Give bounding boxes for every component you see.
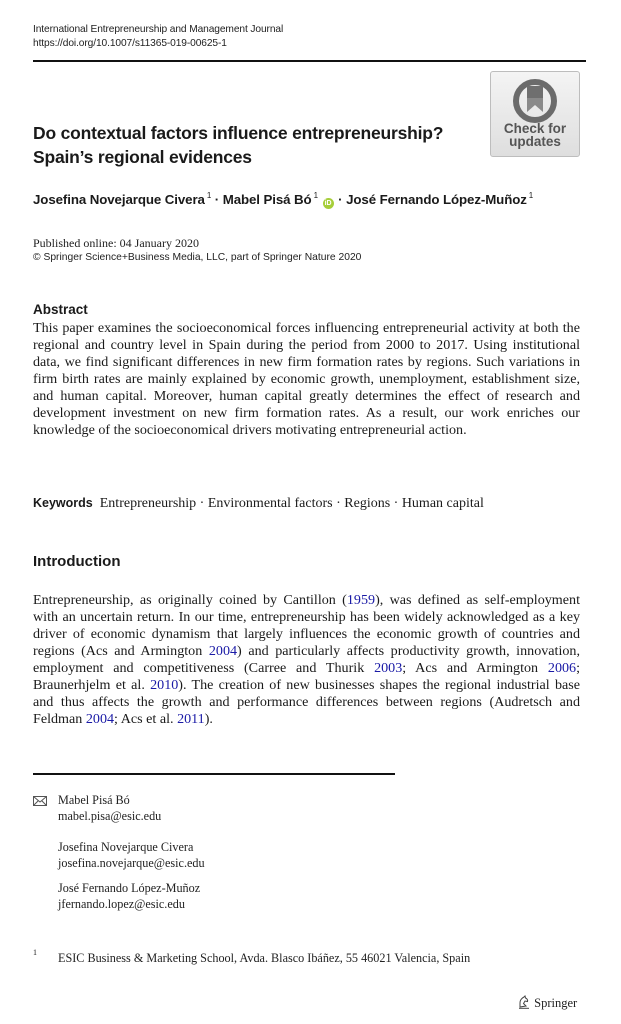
text-segment: ; Acs and Armington bbox=[402, 660, 548, 676]
affiliation-marker: 1 bbox=[313, 191, 318, 200]
citation-link[interactable]: 2006 bbox=[547, 660, 577, 676]
text-segment: ). The creation of new businesses shapes the regional industrial base and thus affects the growth and performance differences between regions (Audretsch and Feldman bbox=[33, 677, 580, 727]
publisher-name: Springer bbox=[534, 996, 578, 1010]
title-line-1: Do contextual factors influence entrepreneurship? bbox=[33, 123, 444, 143]
crossmark-icon bbox=[512, 78, 558, 124]
citation-link[interactable]: 2010 bbox=[150, 677, 179, 693]
keywords bbox=[33, 496, 484, 512]
author-name[interactable]: Josefina Novejarque Civera bbox=[33, 192, 205, 207]
check-for-updates-line2: updates bbox=[509, 134, 561, 149]
author-list bbox=[33, 191, 533, 209]
contact-email[interactable]: mabel.pisa@esic.edu bbox=[58, 808, 162, 823]
introduction-text bbox=[33, 592, 580, 728]
citation-link[interactable]: 2011 bbox=[177, 711, 205, 727]
header-divider bbox=[33, 60, 586, 62]
citation-link[interactable]: 2003 bbox=[374, 660, 403, 676]
abstract-text: This paper examines the socioeconomical forces influencing entrepreneurial activity at both the regional and country level in Spain during the period from 2000 to 2017. Using institutional data, we find significant differences in new firm formation rates by regions. Such variations in firm birth rates are mainly explained by economic growth, unemployment, establishment size, and human capital. Moreover, human capital greatly determines the effect of research and development investment on new firm formation rates. As a result, our work enriches our knowledge of the socioeconomical drivers motivating entrepreneurial action. bbox=[33, 320, 580, 438]
text-segment: ; Acs et al. bbox=[114, 711, 178, 727]
contact-name: Mabel Pisá Bó bbox=[58, 793, 130, 807]
introduction-heading: Introduction bbox=[33, 553, 121, 570]
copyright-notice: © Springer Science+Business Media, LLC, part of Springer Nature 2020 bbox=[33, 252, 362, 263]
text-segment: Entrepreneurship, as originally coined by Cantillon ( bbox=[33, 592, 347, 608]
check-for-updates-line1: Check for bbox=[503, 121, 567, 136]
contact-email[interactable]: jfernando.lopez@esic.edu bbox=[58, 896, 185, 911]
title-line-2: Spain’s regional evidences bbox=[33, 147, 252, 167]
text-segment: ; Braunerhjelm et al. bbox=[33, 660, 581, 693]
affiliation-text: ESIC Business & Marketing School, Avda. Blasco Ibáñez, 55 46021 Valencia, Spain bbox=[58, 951, 471, 965]
contact-entry bbox=[58, 840, 205, 871]
contact-entry bbox=[58, 793, 161, 824]
citation-link[interactable]: 2004 bbox=[208, 643, 238, 659]
doi-link[interactable]: https://doi.org/10.1007/s11365-019-00625-1 bbox=[33, 38, 227, 49]
citation-link[interactable]: 2004 bbox=[85, 711, 115, 727]
keywords-list: Entrepreneurship · Environmental factors · Regions · Human capital bbox=[99, 496, 484, 511]
keywords-label: Keywords bbox=[33, 496, 93, 510]
affiliation-marker: 1 bbox=[528, 191, 534, 200]
orcid-icon[interactable]: iD bbox=[323, 198, 334, 209]
published-date: Published online: 04 January 2020 bbox=[33, 236, 199, 250]
text-segment: ). bbox=[204, 711, 213, 727]
text-segment: ), was defined as self-employment with an uncertain return. In our time, entrepreneurship has been widely acknowledged as a key driver of economic dynamism that largely influences the economic growth of countries and regions (Acs and Armington bbox=[33, 592, 580, 659]
affiliation-number: 1 bbox=[33, 948, 37, 957]
springer-horse-icon bbox=[517, 995, 531, 1009]
journal-name: International Entrepreneurship and Management Journal bbox=[33, 24, 284, 35]
footnote-divider bbox=[33, 773, 395, 775]
author-separator: · bbox=[338, 192, 343, 207]
contact-name: Josefina Novejarque Civera bbox=[58, 840, 194, 854]
text-segment: ) and particularly affects productivity growth, innovation, employment and competitiveness (Carree and Thurik bbox=[33, 643, 580, 676]
check-for-updates-button[interactable] bbox=[490, 71, 580, 157]
contact-name: José Fernando López-Muñoz bbox=[58, 881, 201, 895]
envelope-icon bbox=[33, 796, 47, 806]
author-name[interactable]: José Fernando López-Muñoz bbox=[346, 192, 527, 207]
citation-link[interactable]: 1959 bbox=[346, 592, 376, 608]
author-name[interactable]: Mabel Pisá Bó bbox=[222, 192, 312, 207]
affiliation-marker: 1 bbox=[206, 191, 212, 200]
paper-title bbox=[33, 121, 443, 169]
publisher-logo bbox=[517, 995, 577, 1011]
author-separator: · bbox=[214, 192, 220, 207]
contact-email[interactable]: josefina.novejarque@esic.edu bbox=[58, 855, 205, 870]
journal-header bbox=[33, 23, 283, 51]
contact-entry bbox=[58, 881, 200, 912]
abstract-heading: Abstract bbox=[33, 302, 88, 317]
